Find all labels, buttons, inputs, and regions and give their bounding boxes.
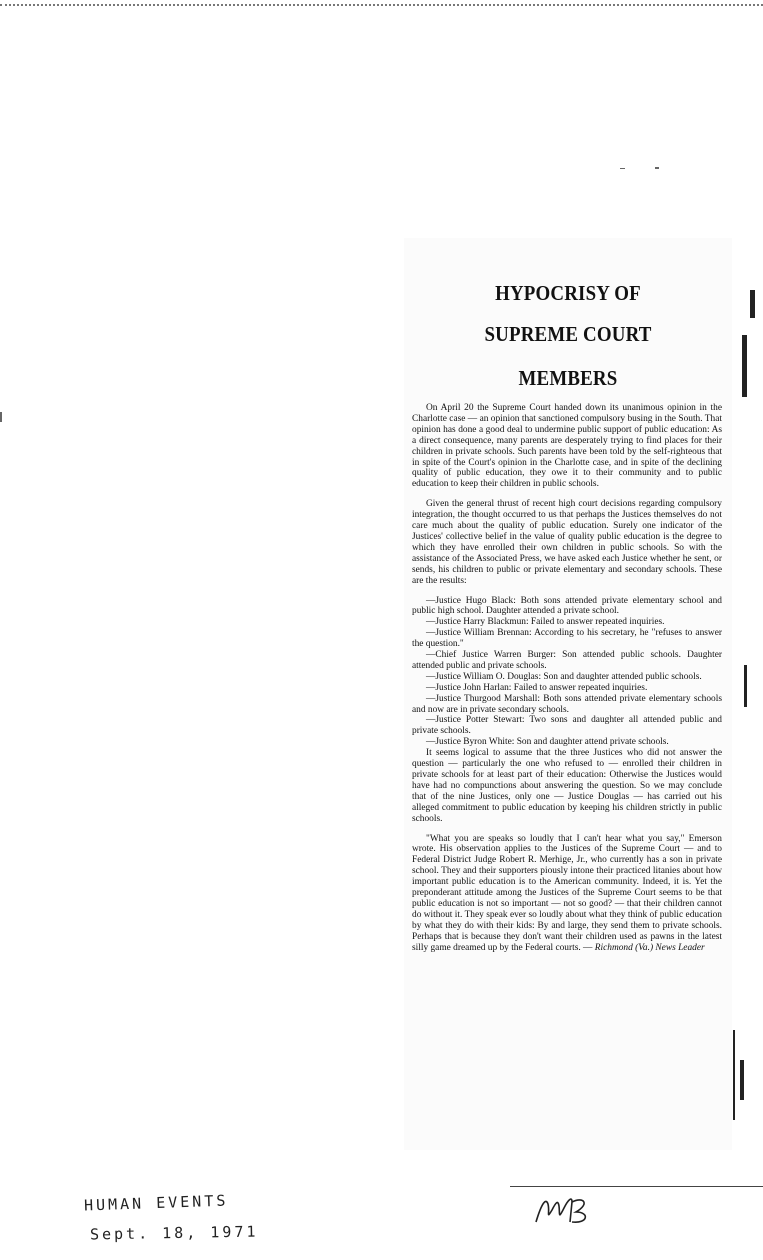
article-paragraph-3: It seems logical to assume that the three Justices who did not answer the question — particularly the one who refused to — enrolled their children in private schools for at least part of their education: Otherwise the Justices would have had no compunctions about answering the question. So we may conclude that of the nine Justices, only one — Justice Douglas — has carried out his alleged commitment to public education by keeping his children strictly in public schools. — [412, 748, 722, 824]
justice-entry: —Justice John Harlan: Failed to answer repeated inquiries. — [426, 682, 648, 693]
justice-entry: —Justice William Brennan: According to his secretary, he "refuses to answer the question." — [412, 628, 722, 650]
margin-mark — [733, 1030, 735, 1120]
justice-entry: —Justice William O. Douglas: Son and daughter attended public schools. — [426, 671, 702, 682]
headline-line-1: HYPOCRISY OF — [495, 281, 641, 305]
handwritten-date: Sept. 18, 1971 — [89, 1222, 259, 1244]
article-body — [412, 403, 722, 954]
top-border-rule — [0, 4, 763, 6]
scan-speck — [620, 168, 625, 169]
margin-mark — [744, 665, 747, 707]
handwritten-publication: HUMAN EVENTS — [83, 1191, 229, 1215]
bottom-rule — [510, 1186, 763, 1187]
justice-entry: —Justice Hugo Black: Both sons attended private elementary school and public high school. Daughter attended a private school. — [412, 595, 722, 617]
scan-speck — [655, 167, 659, 169]
justice-entry: —Justice Potter Stewart: Two sons and daughter all attended public and private schools. — [412, 715, 722, 737]
article-source: Richmond (Va.) News Leader — [594, 942, 705, 953]
justice-entry: —Justice Thurgood Marshall: Both sons attended private elementary schools and now are in private secondary schools. — [412, 693, 722, 715]
margin-mark — [742, 335, 747, 397]
article-paragraph-1: On April 20 the Supreme Court handed down its unanimous opinion in the Charlotte case — an opinion that sanctioned compulsory busing in the South. That opinion has done a good deal to undermine public support of public education: As a direct consequence, many parents are desperately trying to find places for their children in private schools. Such parents have been told by the self-righteous that in spite of the Court's opinion in the Charlotte case, and in spite of the declining quality of public education, they owe it to their community and to public education to keep their children in public schools. — [412, 403, 722, 490]
article-paragraph-2: Given the general thrust of recent high court decisions regarding compulsory integration, the thought occurred to us that perhaps the Justices themselves do not care much about the quality of public education. Surely one indicator of the Justices' collective belief in the value of quality public education is the degree to which they have enrolled their own children in public schools. So with the assistance of the Associated Press, we have asked each Justice whether he sent, or sends, his children to public or private elementary and secondary schools. These are the results: — [412, 499, 722, 586]
justice-entry: —Chief Justice Warren Burger: Son attended public schools. Daughter attended public and private schools. — [412, 650, 722, 671]
justice-entry: —Justice Harry Blackmun: Failed to answer repeated inquiries. — [426, 617, 665, 628]
scan-speck — [0, 412, 2, 422]
headline-line-3: MEMBERS — [518, 366, 618, 390]
justice-entry: —Justice Byron White: Son and daughter attend private schools. — [426, 737, 669, 748]
handwritten-initials — [532, 1192, 602, 1232]
margin-mark — [740, 1060, 744, 1100]
headline-line-2: SUPREME COURT — [484, 322, 652, 346]
article-paragraph-4 — [412, 834, 722, 954]
margin-mark — [750, 290, 755, 318]
article-paragraph-4-text: "What you are speaks so loudly that I can't hear what you say," Emerson wrote. His observation applies to the Justices of the Supreme Court — and to Federal District Judge Robert R. Merhige, Jr., who currently has a son in private school. They and their supporters piously intone their practiced litanies about how important public education is to the American community. Indeed, it is. Yet the preponderant attitude among the Justices of the Supreme Court seems to be that public education is not so important — not so good? — that their children cannot do without it. They speak ever so loudly about what they think of public education by what they do with their kids: By and large, they send them to private schools. Perhaps that is because they don't want their children used as pawns in the latest silly game dreamed up by the Federal courts. — — [412, 833, 722, 953]
